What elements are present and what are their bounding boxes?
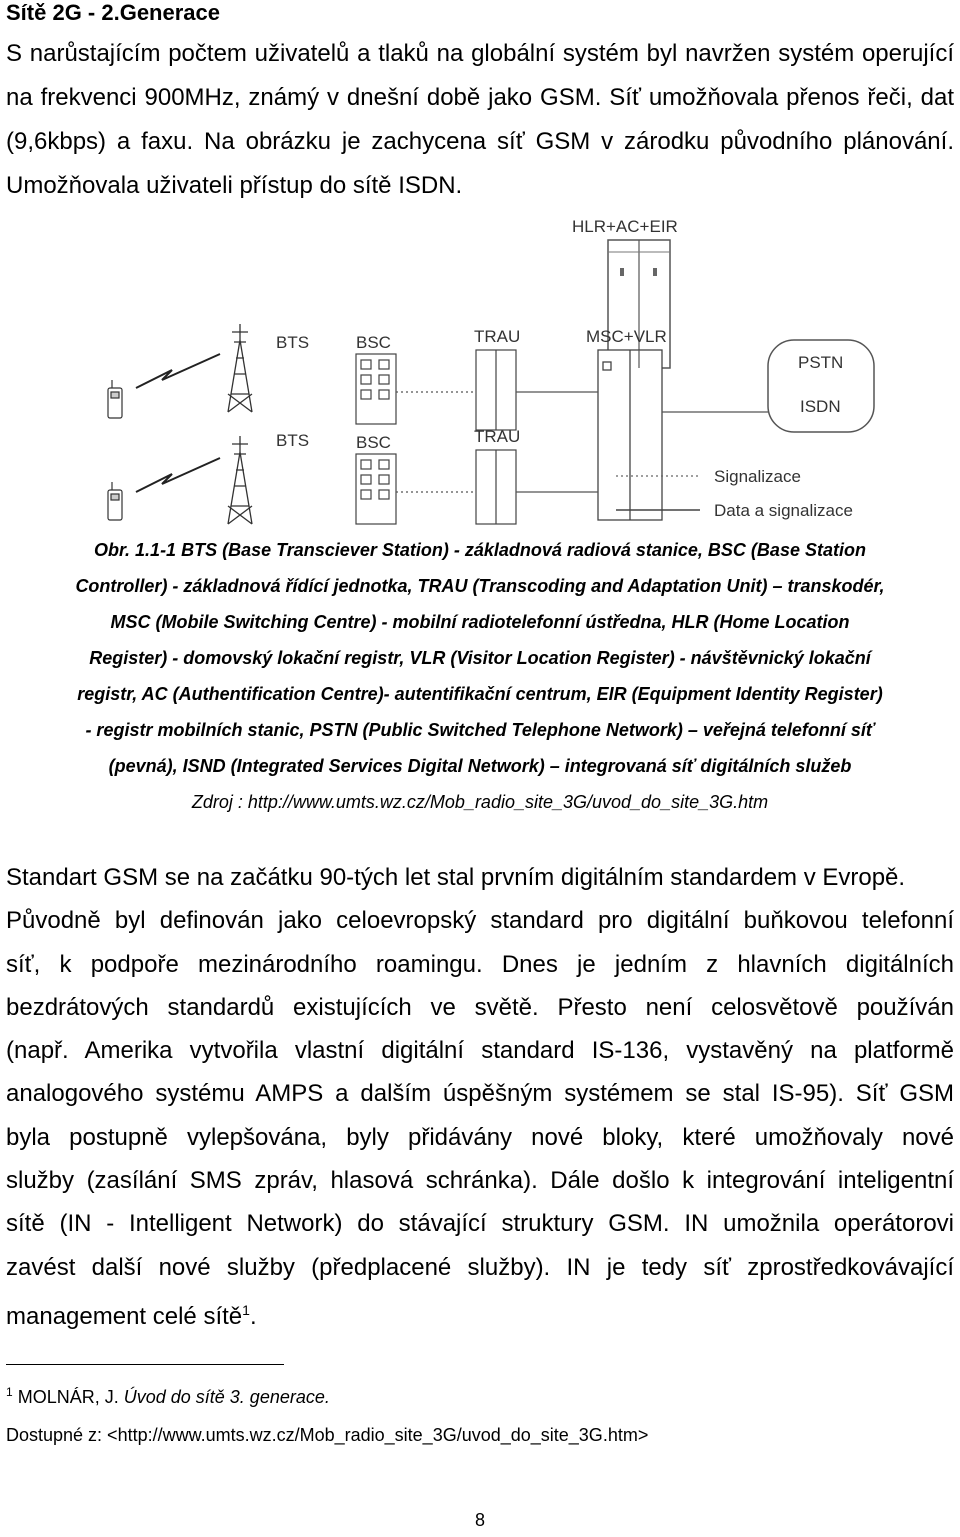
trau-unit-1	[476, 350, 516, 430]
body-line: analogového systému AMPS a dalším úspěšným systémem se stal IS-95). Síť GSM	[6, 1080, 954, 1108]
caption-line: registr, AC (Authentification Centre)- autentifikační centrum, EIR (Equipment Identity Register)	[77, 684, 883, 704]
caption-line: MSC (Mobile Switching Centre) - mobilní radiotelefonní ústředna, HLR (Home Location	[110, 612, 850, 632]
legend-data-label: Data a signalizace	[714, 501, 853, 520]
label-hlr: HLR+AC+EIR	[572, 217, 678, 236]
body-line: sítě (IN - Intelligent Network) do stávající struktury GSM. IN umožnila operátorovi	[6, 1210, 954, 1238]
label-trau-2: TRAU	[474, 427, 521, 446]
caption-source: Zdroj : http://www.umts.wz.cz/Mob_radio_site_3G/uvod_do_site_3G.htm	[191, 792, 769, 812]
footnote-reference: 1	[242, 1301, 250, 1318]
radio-link-2	[136, 458, 220, 492]
label-bsc-2: BSC	[356, 433, 391, 452]
radio-link-1	[136, 354, 220, 388]
body-line-last	[6, 1289, 954, 1338]
bsc-unit-1	[356, 354, 396, 424]
gsm-network-diagram	[100, 212, 890, 530]
hlr-cabinet	[608, 240, 670, 368]
body-line: Původně byl definován jako celoevropský standard pro digitální buňkovou telefonní	[6, 907, 954, 935]
body-line: služby (zasílání SMS zpráv, hlasová schránka). Dále došlo k integrování inteligentní	[6, 1167, 954, 1195]
label-bts-2: BTS	[276, 431, 310, 450]
bsc-unit-2	[356, 454, 396, 524]
label-bts-1: BTS	[276, 333, 310, 352]
legend-signal-label: Signalizace	[714, 467, 801, 486]
footnote-number: 1	[6, 1385, 13, 1399]
bts-tower-2	[228, 436, 252, 524]
body-line: Standart GSM se na začátku 90-tých let stal prvním digitálním standardem v Evropě.	[6, 864, 906, 891]
footnote-title: Úvod do sítě 3. generace.	[123, 1387, 330, 1407]
footnote	[6, 1378, 648, 1449]
caption-line: Obr. 1.1-1 BTS (Base Transciever Station) - základnová radiová stanice, BSC (Base Station	[94, 540, 866, 560]
page-number: 8	[474, 1510, 485, 1530]
trau-unit-2	[476, 450, 516, 524]
body-end: .	[249, 1302, 257, 1330]
caption-line: - registr mobilních stanic, PSTN (Public Switched Telephone Network) – veřejná telefonní síť	[85, 720, 875, 740]
mobile-phone-1	[108, 380, 122, 418]
footnote-available: Dostupné z: <http://www.umts.wz.cz/Mob_radio_site_3G/uvod_do_site_3G.htm>	[6, 1425, 649, 1445]
body-line: byla postupně vylepšována, byly přidávány nové bloky, které umožňovaly nové	[6, 1123, 954, 1151]
footnote-citation	[6, 1378, 648, 1411]
network-links	[396, 350, 768, 492]
label-trau-1: TRAU	[474, 327, 521, 346]
body-line: zavést další nové služby (předplacené služby). IN je tedy síť zprostředkovávající	[6, 1253, 954, 1281]
footnote-author: MOLNÁR, J.	[17, 1387, 119, 1407]
body-line: bezdrátových standardů existujících ve světě. Přesto není celosvětově používán	[6, 993, 954, 1021]
figure-caption	[0, 532, 960, 820]
body-paragraph	[6, 856, 954, 1338]
label-msc: MSC+VLR	[586, 327, 667, 346]
intro-paragraph	[6, 32, 954, 208]
page-heading: Sítě 2G - 2.Generace	[6, 0, 220, 25]
body-line: (např. Amerika vytvořila vlastní digitální standard IS-136, vystavěný na platformě	[6, 1037, 954, 1065]
body-line-text: management celé sítě	[6, 1302, 243, 1330]
caption-line: Controller) - základnová řídící jednotka, TRAU (Transcoding and Adaptation Unit) – transkodér,	[75, 576, 885, 596]
bts-tower-1	[228, 324, 252, 412]
footnote-separator	[6, 1364, 284, 1365]
body-line: síť, k podpoře mezinárodního roamingu. Dnes je jedním z hlavních digitálních	[6, 950, 954, 978]
label-isdn: ISDN	[800, 397, 841, 416]
mobile-phone-2	[108, 482, 122, 520]
caption-line: (pevná), ISND (Integrated Services Digital Network) – integrovaná síť digitálních služeb	[108, 756, 852, 776]
label-pstn: PSTN	[798, 353, 844, 372]
msc-unit	[598, 350, 662, 520]
caption-line: Register) - domovský lokační registr, VLR (Visitor Location Register) - návštěvnický lokační	[89, 648, 871, 668]
label-bsc-1: BSC	[356, 333, 391, 352]
intro-text: S narůstajícím počtem uživatelů a tlaků na globální systém byl navržen systém operující na frekvenci 900MHz, známý v dnešní době jako GSM. Síť umožňovala přenos řeči, dat (9,6kbps) a faxu. Na obrázku je zachycena síť GSM v zárodku původního plánování. Umožňovala uživateli přístup do sítě ISDN.	[6, 40, 954, 199]
